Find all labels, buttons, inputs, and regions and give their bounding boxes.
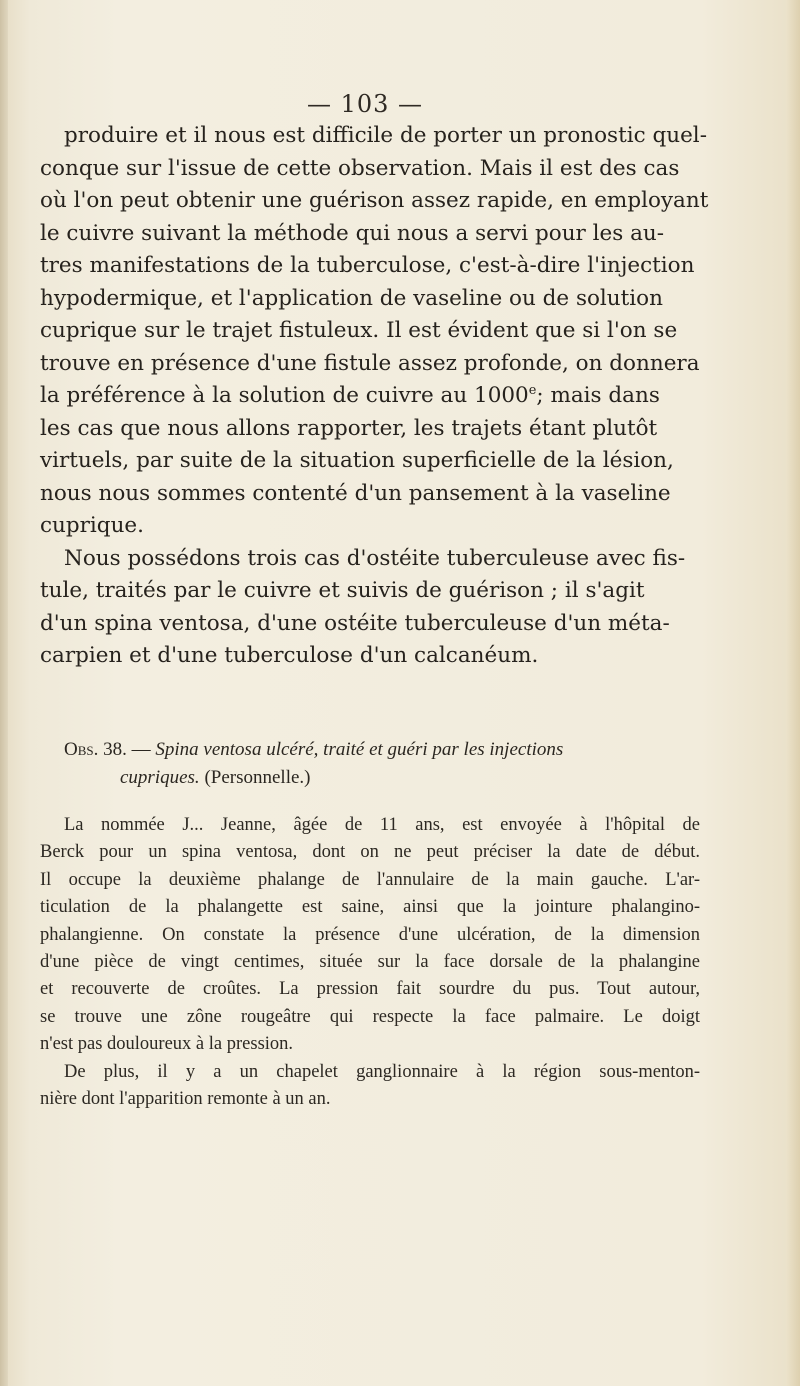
case-line-1: La nommée J... Jeanne, âgée de 11 ans, est envoyée à l'hôpital de <box>64 815 700 835</box>
body-line-2: conque sur l'issue de cette observation. Mais il est des cas <box>40 155 680 181</box>
body-line-12: nous nous sommes contenté d'un pansement à la vaseline <box>40 480 671 506</box>
case-line-8: se trouve une zône rougeâtre qui respecte la face palmaire. Le doigt <box>40 1006 700 1027</box>
observation-heading-line-1 <box>40 736 700 764</box>
body-line-14: Nous possédons trois cas d'ostéite tuberculeuse avec fis- <box>64 545 686 571</box>
main-paragraphs <box>40 120 709 673</box>
body-line-7: cuprique sur le trajet fistuleux. Il est évident que si l'on se <box>40 318 678 343</box>
observation-label: Obs. 38. <box>64 739 127 760</box>
case-line-7: et recouverte de croûtes. La pression fait sourdre du pus. Tout autour, <box>40 979 700 1000</box>
body-line-8: trouve en présence d'une fistule assez profonde, on donnera <box>40 350 700 376</box>
body-line-3: où l'on peut obtenir une guérison assez rapide, en employant <box>40 188 709 213</box>
page-left-shadow <box>0 0 8 1386</box>
case-line-6: d'une pièce de vingt centimes, située sur la face dorsale de la phalangine <box>40 952 700 973</box>
observation-title-part-2: cupriques. <box>120 767 200 788</box>
case-line-11: nière dont l'apparition remonte à un an. <box>40 1089 331 1110</box>
body-line-15: tule, traités par le cuivre et suivis de guérison ; il s'agit <box>40 578 645 603</box>
body-line-11: virtuels, par suite de la situation superficielle de la lésion, <box>40 448 674 473</box>
case-line-5: phalangienne. On constate la présence d'une ulcération, de la dimension <box>40 924 700 945</box>
body-line-6: hypodermique, et l'application de vaseline ou de solution <box>40 285 663 311</box>
body-line-9-text: la préférence à la solution de cuivre au 1000 <box>40 383 529 408</box>
observation-source: (Personnelle.) <box>199 767 311 788</box>
page-number: — 103 — <box>306 90 424 118</box>
body-line-1: produire et il nous est difficile de porter un pronostic quel- <box>64 123 707 148</box>
body-line-9-tail: ; mais dans <box>536 383 660 408</box>
case-description <box>40 812 700 1113</box>
body-line-16: d'un spina ventosa, d'une ostéite tuberculeuse d'un méta- <box>40 610 670 636</box>
body-line-9-superscript: e <box>528 382 537 398</box>
page-right-shadow <box>786 0 800 1386</box>
body-line-17: carpien et d'une tuberculose d'un calcanéum. <box>40 643 539 668</box>
body-line-10: les cas que nous allons rapporter, les trajets étant plutôt <box>40 415 658 441</box>
case-line-4: ticulation de la phalangette est saine, ainsi que la jointure phalangino- <box>40 897 700 918</box>
body-line-13: cuprique. <box>40 513 144 538</box>
observation-heading-line-2 <box>40 764 700 792</box>
body-line-5: tres manifestations de la tuberculose, c'est-à-dire l'injection <box>40 253 695 278</box>
case-line-10: De plus, il y a un chapelet ganglionnaire à la région sous-menton- <box>64 1061 700 1082</box>
case-line-2: Berck pour un spina ventosa, dont on ne peut préciser la date de début. <box>40 842 700 863</box>
body-line-9 <box>40 380 660 413</box>
observation-title-part-1: Spina ventosa ulcéré, traité et guéri par les injections <box>155 739 564 760</box>
body-line-4: le cuivre suivant la méthode qui nous a servi pour les au- <box>40 220 665 246</box>
case-line-9: n'est pas douloureux à la pression. <box>40 1034 294 1055</box>
case-line-3: Il occupe la deuxième phalange de l'annulaire de la main gauche. L'ar- <box>40 869 700 890</box>
observation-dash: — <box>126 739 156 760</box>
observation-heading <box>40 736 700 792</box>
